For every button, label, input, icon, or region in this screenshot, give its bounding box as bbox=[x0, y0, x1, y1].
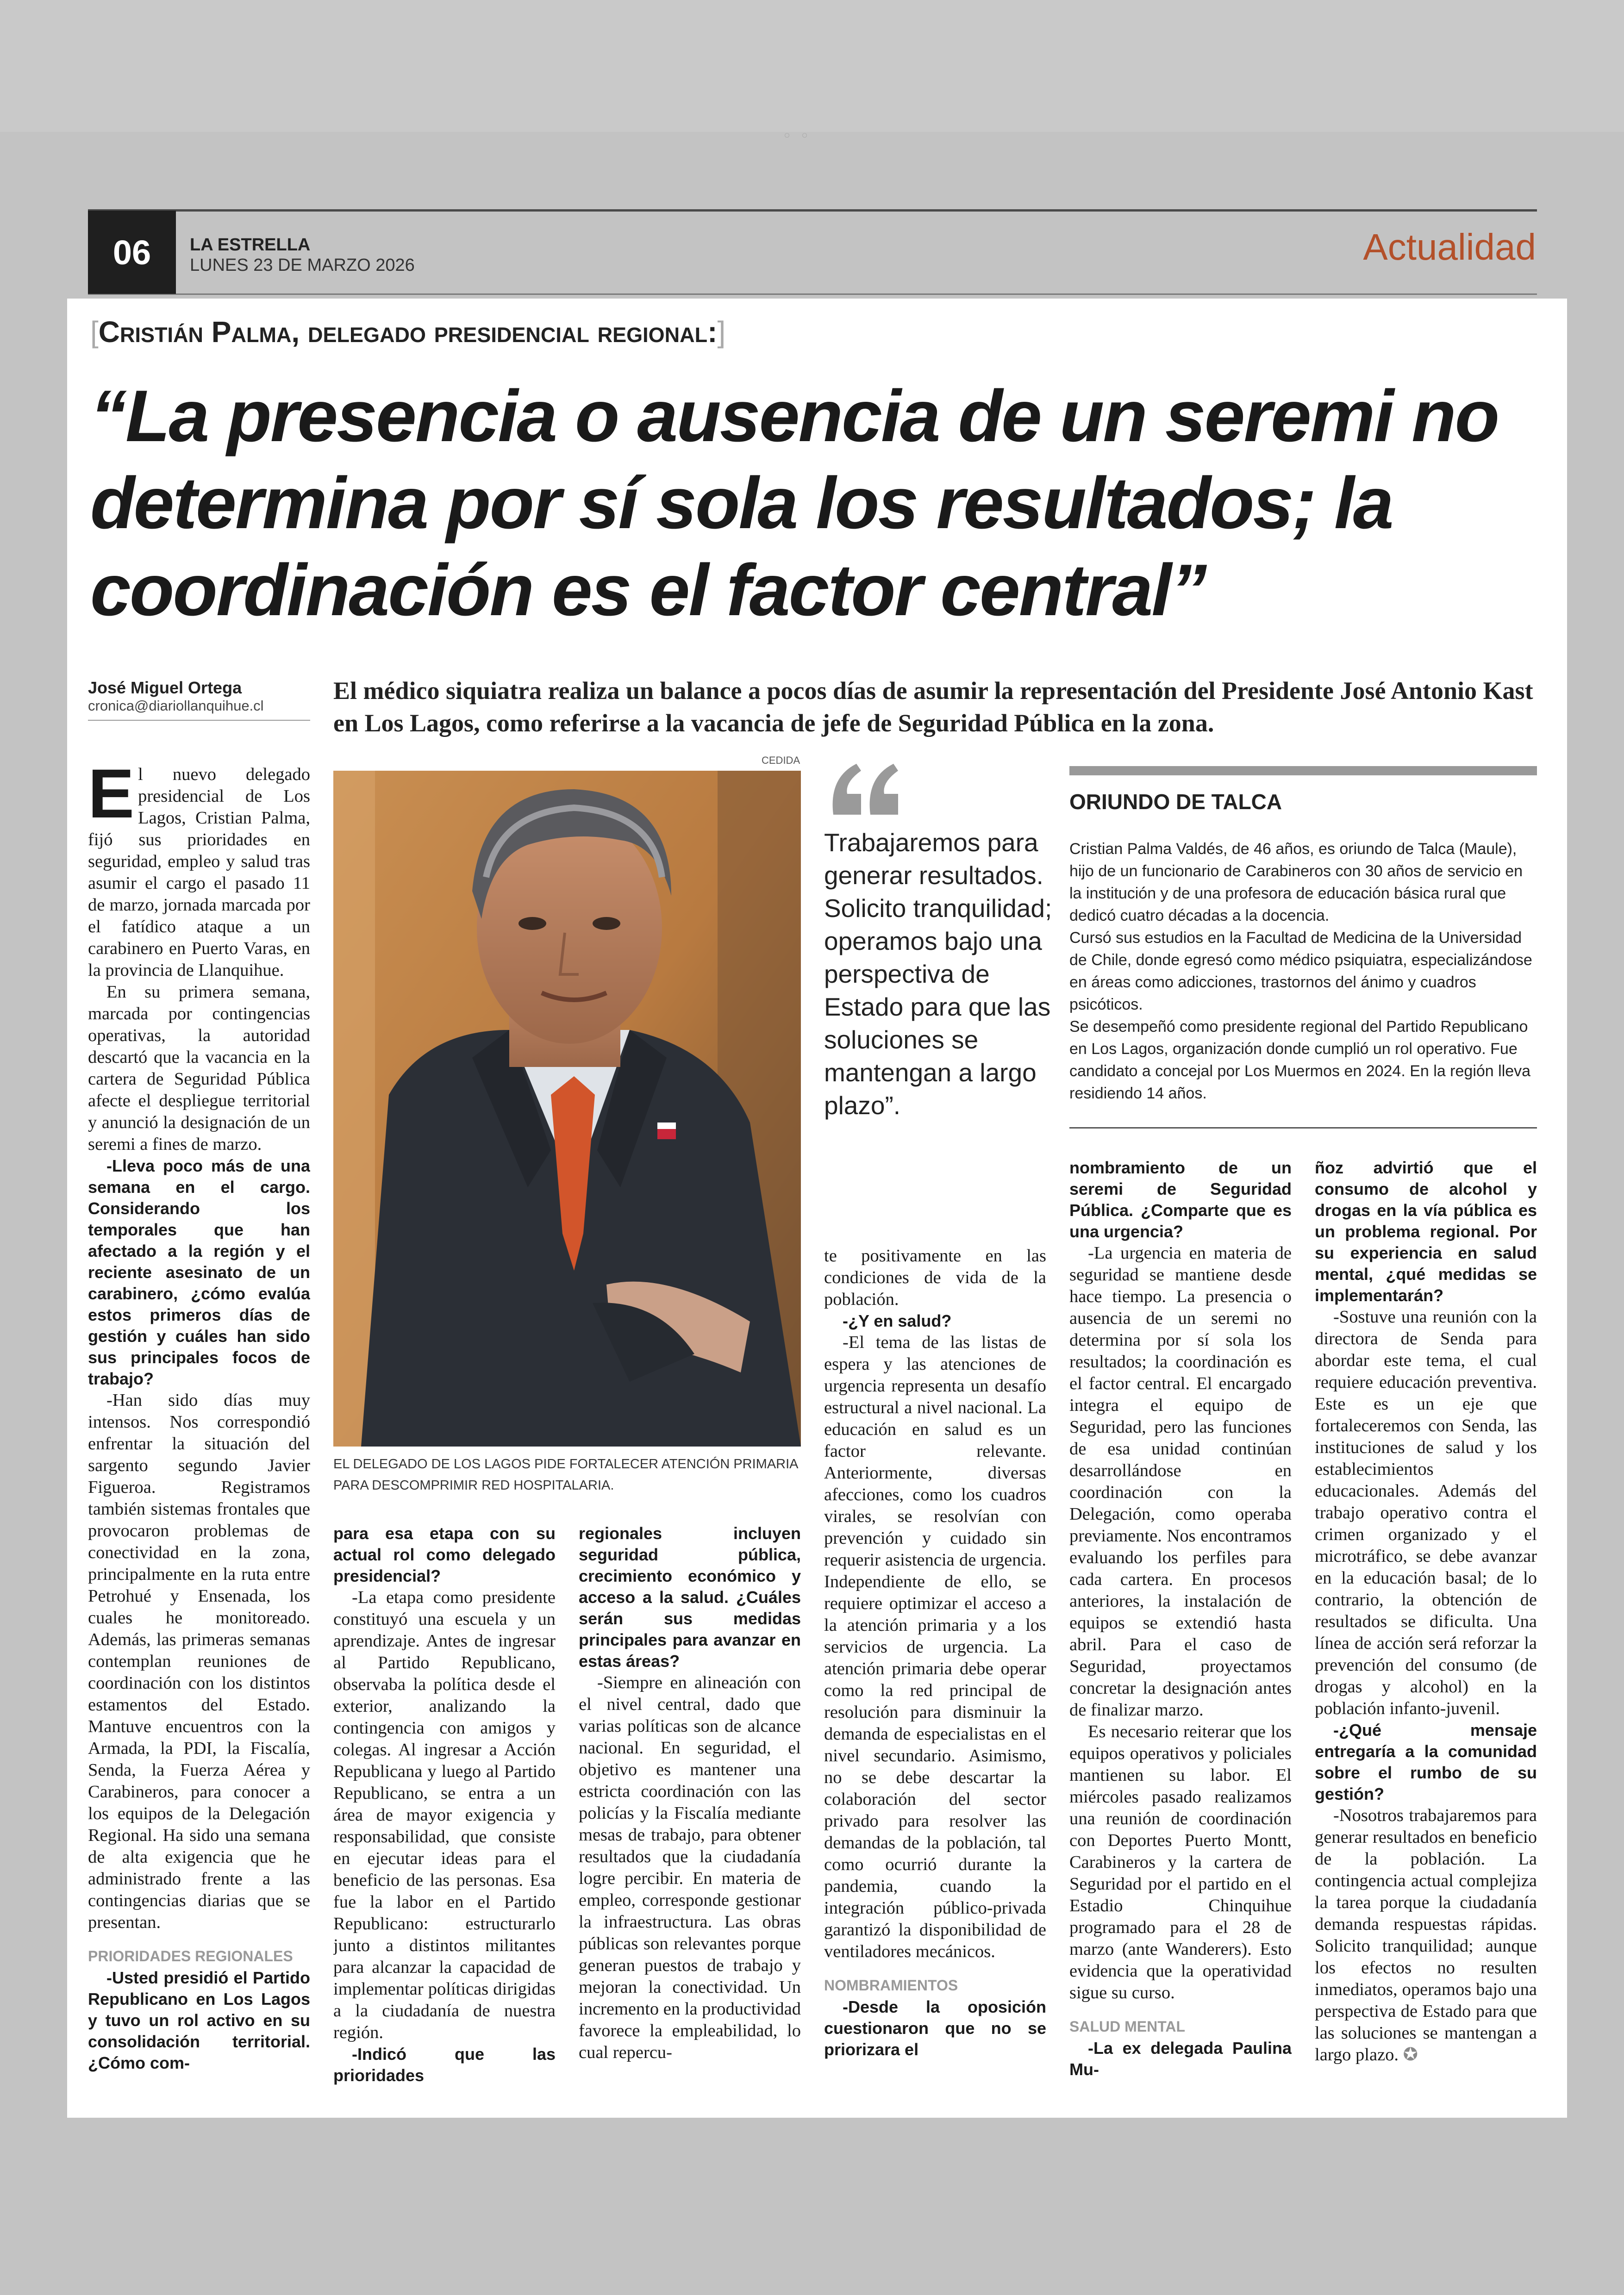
deck: El médico siquiatra realiza un balance a pocos días de asumir la representación del Presidente José Antonio Kast en Los Lagos, como referirse a la vacancia de jefe de Seguridad Pública en la zona. bbox=[333, 677, 1533, 737]
article-column-3 bbox=[579, 1523, 801, 2111]
sidebar-text bbox=[1069, 838, 1537, 1104]
paragraph: Es necesario reiterar que los equipos operativos y policiales mantienen su labor. El miércoles pasado realizamos una reunión de coordinación con Deportes Puerto Montt, Carabineros y la cartera de Seguridad por el partido en el Estadio Chinquihue programado para el 28 de marzo (ante Wanderers). Esto evidencia que la operatividad sigue su curso. bbox=[1069, 1722, 1292, 2002]
kicker bbox=[90, 315, 725, 349]
article-column-5 bbox=[1069, 1157, 1292, 2111]
bracket-open-icon: [ bbox=[90, 315, 99, 349]
byline-rule bbox=[88, 720, 310, 721]
bracket-close-icon: ] bbox=[717, 315, 726, 349]
newspaper-name: LA ESTRELLA bbox=[190, 235, 311, 255]
kicker-text: Cristián Palma, delegado presidencial regional: bbox=[98, 315, 718, 349]
paragraph: En su primera semana, marcada por contingencias operativas, la autoridad descartó que la vacancia en la cartera de Seguridad Pública afecte el despliegue territorial y anunció la designación de un seremi a fines de marzo. bbox=[88, 982, 310, 1154]
issue-date: LUNES 23 DE MARZO 2026 bbox=[190, 256, 415, 275]
byline bbox=[88, 678, 310, 721]
interview-question: -Desde la oposición cuestionaron que no se priorizara el bbox=[824, 1997, 1046, 2059]
article-column-2 bbox=[333, 1523, 556, 2111]
pull-quote: Trabajaremos para generar resultados. Solicito tranquilidad; operamos bajo una perspectiva de Estado para que las soluciones se mantengan a largo plazo”. bbox=[824, 828, 1052, 1120]
delegate-photo bbox=[333, 771, 801, 1447]
paragraph: te positivamente en las condiciones de vida de la población. bbox=[824, 1246, 1046, 1309]
subheading: NOMBRAMIENTOS bbox=[824, 1977, 958, 1994]
paragraph: -Sostuve una reunión con la directora de Senda para abordar este tema, el cual requiere educación preventiva. Este es un eje que fortaleceremos con Senda, las instituciones de salud y los establecimientos educacionales. Además del trabajo operativo contra el crimen organizado y el microtráfico, se debe avanzar en la educación basal; de lo contrario, la obtención de resultados se dificulta. Una línea de acción será reforzar la prevención del consumo (de drogas y alcohol) en la población infanto-juvenil. bbox=[1315, 1307, 1537, 1718]
article bbox=[67, 299, 1567, 2118]
article-column-4 bbox=[824, 1245, 1046, 2111]
interview-question: ñoz advirtió que el consumo de alcohol y drogas en la vía pública es un problema regional. Por su experiencia en salud mental, ¿qué medidas se implementarán? bbox=[1315, 1158, 1537, 1305]
end-mark-icon: ✪ bbox=[1403, 2045, 1418, 2064]
subheading: PRIORIDADES REGIONALES bbox=[88, 1948, 293, 1964]
page-number: 06 bbox=[88, 211, 176, 294]
drop-cap: E bbox=[88, 764, 135, 832]
sidebar-rule bbox=[1069, 1127, 1537, 1129]
interview-question: -¿Y en salud? bbox=[843, 1311, 952, 1330]
interview-question: -Indicó que las prioridades bbox=[333, 2045, 556, 2085]
photo-credit: CEDIDA bbox=[762, 755, 800, 766]
sidebar-paragraph: Cursó sus estudios en la Facultad de Medicina de la Universidad de Chile, donde egresó como médico psiquiatra, especializándose en áreas como adicciones, trastornos del ánimo y cuadros psicóticos. bbox=[1069, 929, 1532, 1013]
interview-question: -¿Qué mensaje entregaría a la comunidad sobre el rumbo de su gestión? bbox=[1315, 1721, 1537, 1803]
interview-question: -Usted presidió el Partido Republicano en Los Lagos y tuvo un rol activo en su consolidación territorial. ¿Cómo com- bbox=[88, 1968, 310, 2072]
interview-question: para esa etapa con su actual rol como delegado presidencial? bbox=[333, 1524, 556, 1585]
scroll-indicator-icon[interactable]: ◦◦ bbox=[782, 127, 818, 145]
header-rule-bottom bbox=[88, 293, 1537, 295]
delegate-portrait-icon bbox=[333, 771, 801, 1447]
paragraph: -La etapa como presidente constituyó una escuela y un aprendizaje. Antes de ingresar al Partido Republicano, observaba la política desde el exterior, analizando la contingencia con amigos y colegas. Al ingresar a Acción Republicana y luego al Partido Republicano, se entra a un área de mayor exigencia y responsabilidad, que consiste en ejecutar ideas para el beneficio de las personas. Esa fue la labor en el Partido Republicano: estructurarlo junto a distintos militantes para alcanzar la capacidad de implementar políticas dirigidas a la ciudadanía de nuestra región. bbox=[333, 1588, 556, 2042]
paragraph bbox=[1315, 1805, 1537, 2066]
paragraph-text: -Nosotros trabajaremos para generar resultados en beneficio de la población. La contingencia actual complejiza la tarea porque la ciudadanía demanda respuestas rápidas. Solicito tranquilidad; aunque los efectos no resulten inmediatos, operamos bajo una perspectiva de Estado para que las soluciones se mantengan a largo plazo. bbox=[1315, 1806, 1537, 2064]
subheading: SALUD MENTAL bbox=[1069, 2018, 1186, 2035]
interview-question: regionales incluyen seguridad pública, crecimiento económico y acceso a la salud. ¿Cuáles serán sus medidas principales para avanzar en estas áreas? bbox=[579, 1524, 801, 1671]
headline: “La presencia o ausencia de un seremi no determina por sí sola los resultados; la coordinación es el factor central” bbox=[90, 375, 1499, 631]
interview-question: -La ex delegada Paulina Mu- bbox=[1069, 2039, 1292, 2079]
sidebar-bar bbox=[1069, 766, 1537, 775]
section-title: Actualidad bbox=[1363, 226, 1536, 268]
paragraph: -Han sido días muy intensos. Nos correspondió enfrentar la situación del sargento segundo Javier Figueroa. Registramos también sistemas frontales que provocaron problemas de conectividad en la zona, principalmente en la ruta entre Petrohué y Ensenada, los cuales he monitoreado. Además, las primeras semanas contemplan reuniones de coordinación con los distintos estamentos del Estado. Mantuve encuentros con la Armada, la PDI, la Fiscalía, Senda, la Fuerza Aérea y Carabineros, para conocer a los equipos de la Delegación Regional. Ha sido una semana de alta exigencia que he administrado frente a las contingencias diarias que se presentan. bbox=[88, 1391, 310, 1932]
interview-question: -Lleva poco más de una semana en el cargo. Considerando los temporales que han afectado a la región y el reciente asesinato de un carabinero, ¿cómo evalúa estos primeros días de gestión y cuáles han sido sus principales focos de trabajo? bbox=[88, 1156, 310, 1388]
author-name: José Miguel Ortega bbox=[88, 678, 242, 697]
author-email[interactable]: cronica@diariollanquihue.cl bbox=[88, 698, 264, 714]
photo-caption: EL DELEGADO DE LOS LAGOS PIDE FORTALECER ATENCIÓN PRIMARIA PARA DESCOMPRIMIR RED HOSPITALARIA. bbox=[333, 1457, 798, 1493]
interview-question: nombramiento de un seremi de Seguridad Pública. ¿Comparte que es una urgencia? bbox=[1069, 1158, 1292, 1241]
sidebar-title: ORIUNDO DE TALCA bbox=[1069, 790, 1282, 814]
header-rule bbox=[88, 209, 1537, 212]
paragraph: -El tema de las listas de espera y las atenciones de urgencia representa un desafío estructural a nivel nacional. La educación en salud es un factor relevante. Anteriormente, diversas afecciones, como los cuadros virales, se resolvían con prevención y cuidado sin requerir asistencia de urgencia. Independiente de ello, se requiere optimizar el acceso a la atención primaria y a los servicios de urgencia. La atención primaria debe operar como la red principal de resolución para disminuir la demanda de especialistas en el nivel secundario. Asimismo, no se debe descartar la colaboración del sector privado para resolver las demandas de la población, tal como ocurrió durante la pandemia, cuando la integración público-privada garantizó la disponibilidad de ventiladores mecánicos. bbox=[824, 1333, 1046, 1961]
sidebar-paragraph: Se desempeñó como presidente regional del Partido Republicano en Los Lagos, organización donde cumplió un rol operativo. Fue candidato a concejal por Los Muermos en 2024. En la región lleva residiendo 14 años. bbox=[1069, 1018, 1531, 1102]
quote-mark-icon bbox=[829, 759, 903, 822]
paragraph: -Siempre en alineación con el nivel central, dado que varias políticas son de alcance nacional. En seguridad, el objetivo es mantener una estricta coordinación con las policías y la Fiscalía mediante mesas de trabajo, para obtener resultados que la ciudadanía logre percibir. En materia de empleo, corresponde gestionar la infraestructura. Las obras públicas son relevantes porque generan puestos de trabajo y mejoran la conectividad. Un incremento en la productividad favorece la empleabilidad, lo cual repercu- bbox=[579, 1673, 801, 2062]
article-column-1 bbox=[88, 764, 310, 2111]
article-column-6 bbox=[1315, 1157, 1537, 2111]
sidebar-paragraph: Cristian Palma Valdés, de 46 años, es oriundo de Talca (Maule), hijo de un funcionario de Carabineros con 30 años de servicio en la institución y de una profesora de educación básica rural que dedicó cuatro décadas a la docencia. bbox=[1069, 840, 1523, 924]
paragraph: -La urgencia en materia de seguridad se mantiene desde hace tiempo. La presencia o ausencia de un seremi no determina por sí sola los resultados; la coordinación es el factor central. El encargado integra el equipo de Seguridad, pero las funciones de esa unidad continúan desarrollándose en coordinación con la Delegación, como operaba previamente. Nos encontramos evaluando los perfiles para cada cartera. En procesos anteriores, la instalación de equipos se extendió hasta abril. Para el caso de Seguridad, proyectamos concretar la designación antes de finalizar marzo. bbox=[1069, 1243, 1292, 1720]
paragraph: l nuevo delegado presidencial de Los Lagos, Cristian Palma, fijó sus prioridades en seguridad, empleo y salud tras asumir el cargo el pasado 11 de marzo, jornada marcada por el fatídico ataque a un carabinero en Puerto Varas, en la provincia de Llanquihue. bbox=[88, 765, 310, 980]
